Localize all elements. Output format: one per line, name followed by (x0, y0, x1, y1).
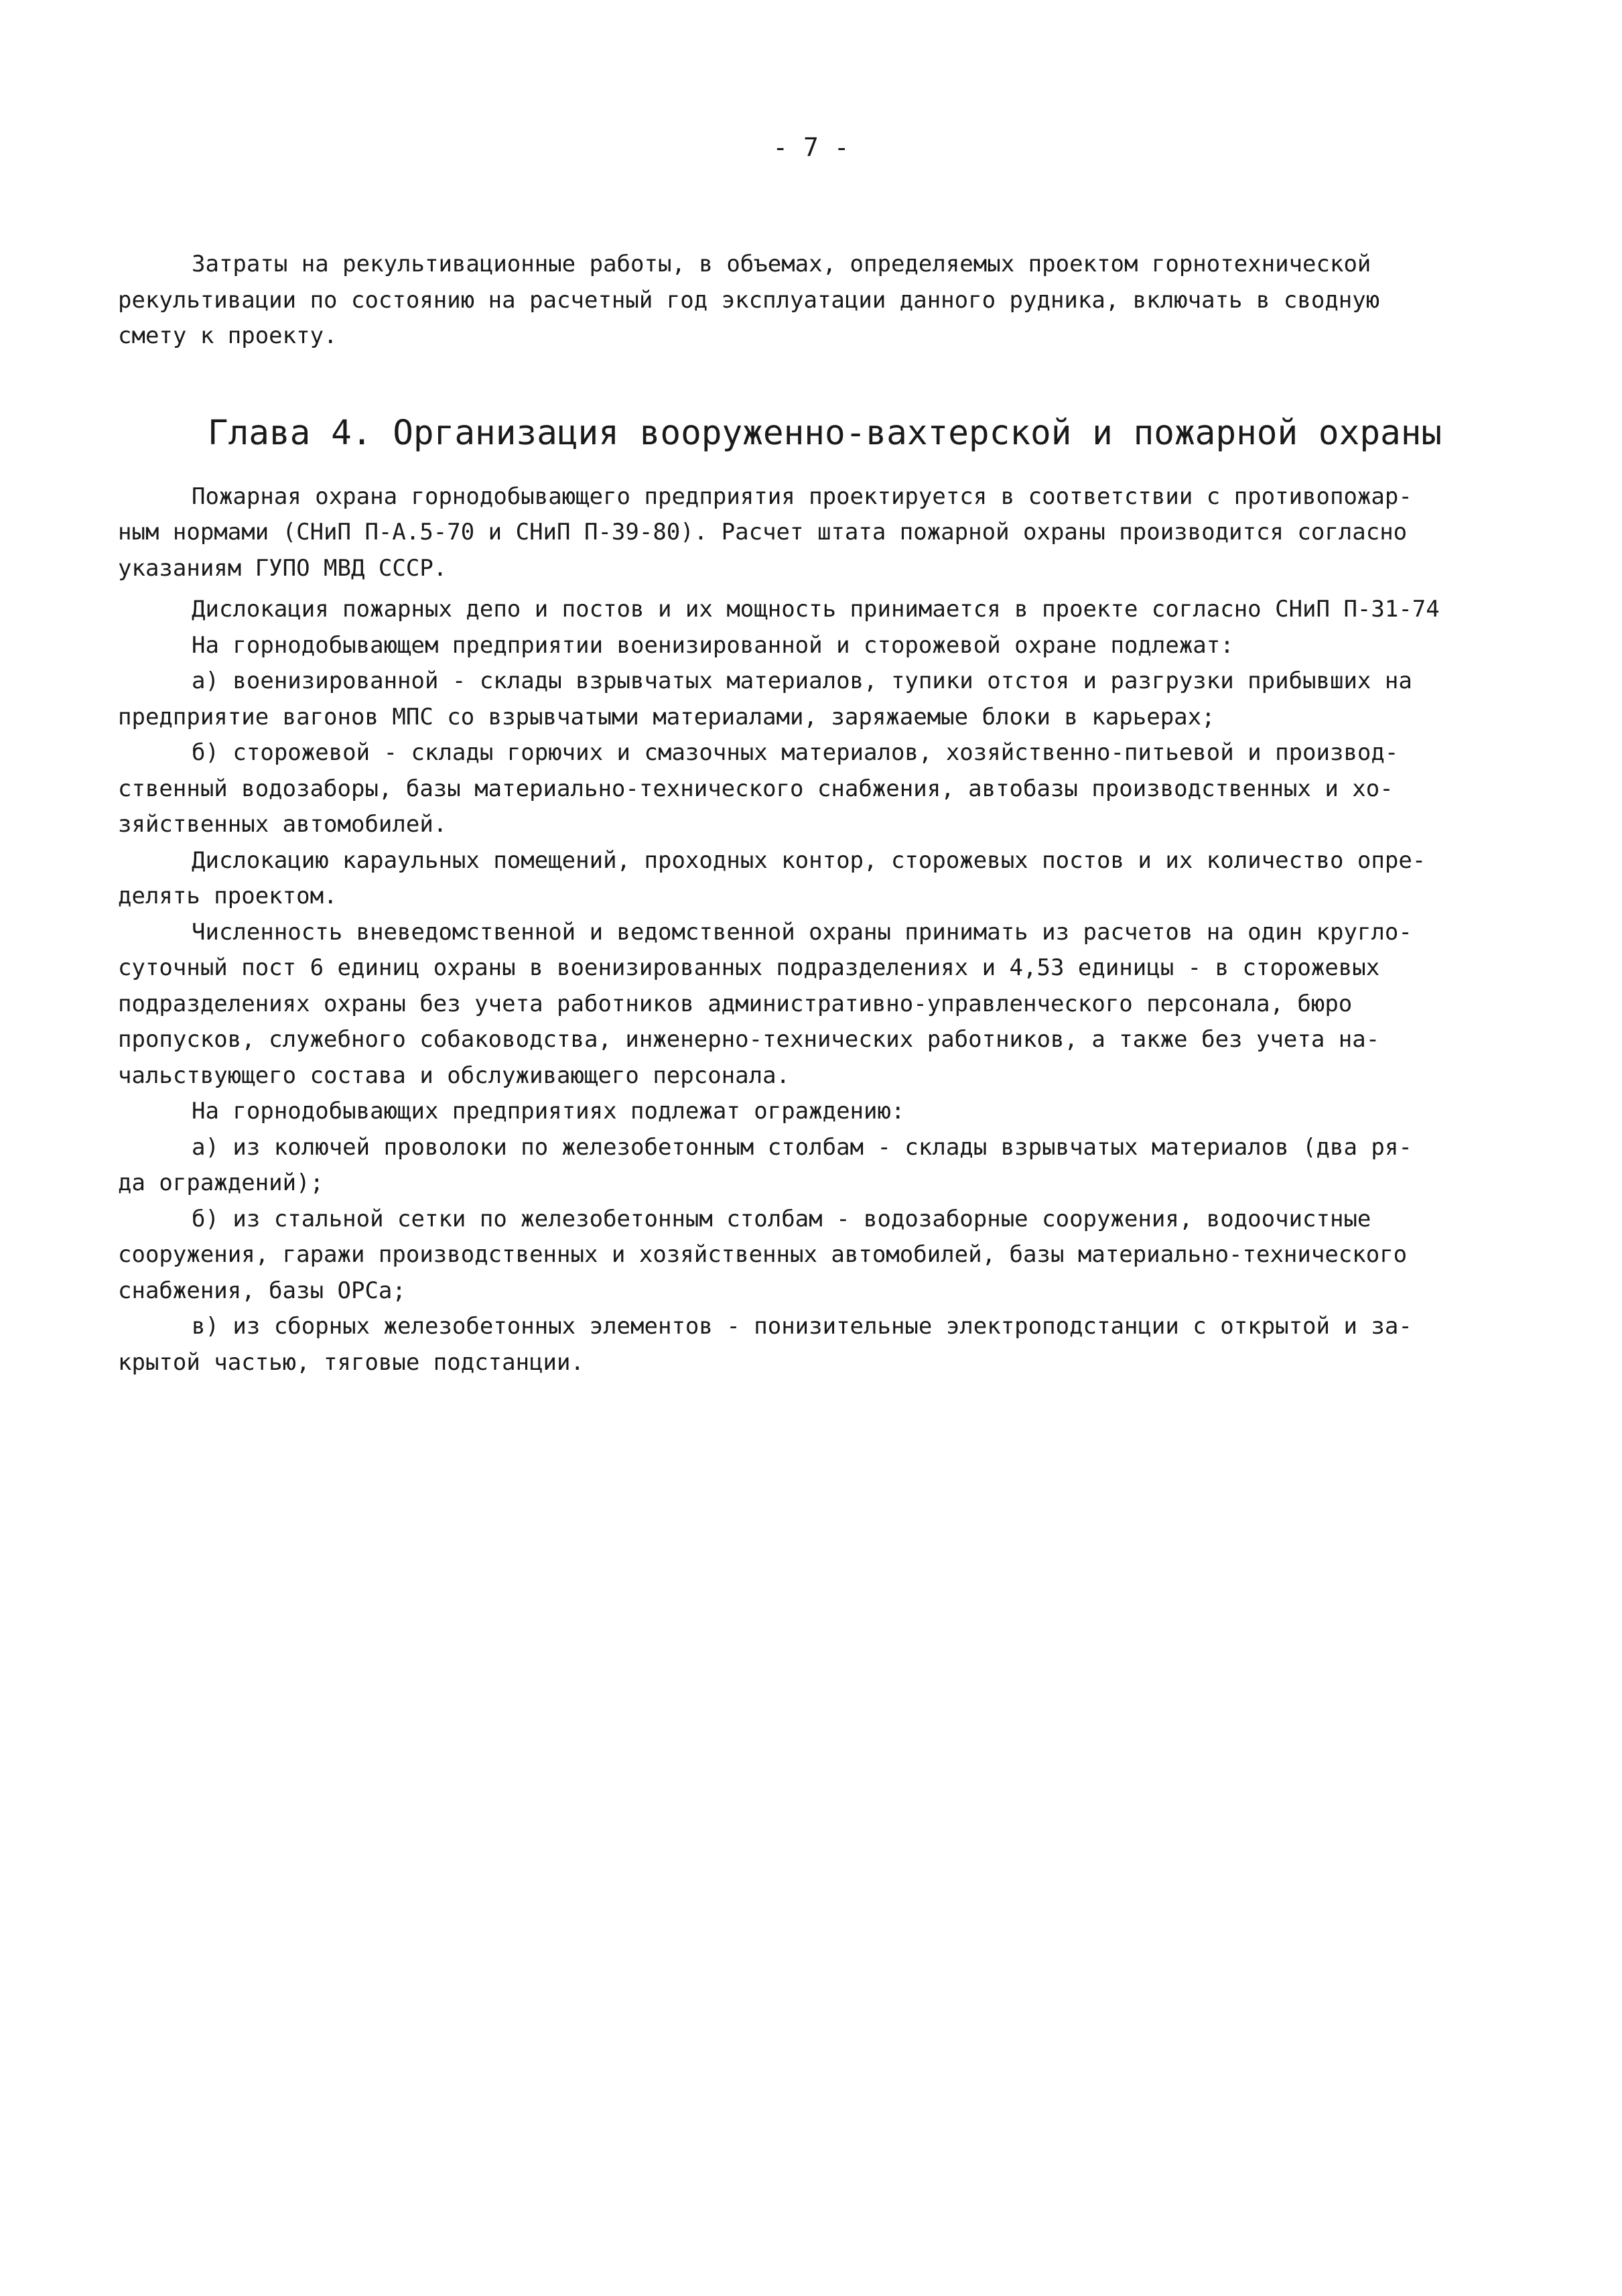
list-item (118, 735, 1532, 843)
text-line: делять проектом. (118, 883, 338, 909)
list-item (118, 1202, 1532, 1310)
paragraph (118, 915, 1532, 1094)
text-line: сооружения, гаражи производственных и хозяйственных автомобилей, базы материально-технического (118, 1241, 1408, 1268)
text-line: в) из сборных железобетонных элементов - понизительные электроподстанции с открытой и за- (192, 1313, 1412, 1340)
text-line: смету к проекту. (118, 322, 338, 349)
text-line: снабжения, базы ОРСа; (118, 1277, 406, 1304)
intro-paragraph (118, 247, 1532, 355)
page-number: - 7 - (772, 133, 850, 162)
text-line: б) сторожевой - склады горючих и смазочных материалов, хозяйственно-питьевой и производ- (192, 739, 1399, 766)
list-item (118, 1309, 1532, 1381)
text-line: а) из колючей проволоки по железобетонным столбам - склады взрывчатых материалов (два ря- (192, 1133, 1412, 1161)
text-line: указаниям ГУПО МВД СССР. (118, 554, 448, 582)
document-body (118, 247, 1532, 1381)
text-line: ственный водозаборы, базы материально-технического снабжения, автобазы производственных и хо- (118, 775, 1394, 802)
text-line: чальствующего состава и обслуживающего персонала. (118, 1062, 791, 1089)
text-line: Дислокацию караульных помещений, проходных контор, сторожевых постов и их количество опре- (192, 846, 1426, 874)
text-line: Дислокация пожарных депо и постов и их мощность принимается в проекте согласно СНиП П-31-74 (192, 596, 1440, 623)
text-line: зяйственных автомобилей. (118, 811, 448, 838)
text-line: ным нормами (СНиП П-А.5-70 и СНиП П-39-80). Расчет штата пожарной охраны производится согласно (118, 519, 1408, 546)
text-line: подразделениях охраны без учета работников административно-управленческого персонала, бюро (118, 990, 1353, 1017)
text-line: а) военизированной - склады взрывчатых материалов, тупики отстоя и разгрузки прибывших на (192, 667, 1412, 694)
text-line: да ограждений); (118, 1169, 324, 1196)
text-line: Пожарная охрана горнодобывающего предприятия проектируется в соответствии с противопожар- (192, 483, 1412, 510)
text-line: пропусков, служебного собаководства, инженерно-технических работников, а также без учета на- (118, 1026, 1380, 1053)
text-line: Затраты на рекультивационные работы, в объемах, определяемых проектом горнотехнической (192, 251, 1371, 277)
text-line: суточный пост 6 единиц охраны в военизированных подразделениях и 4,53 единицы - в сторожевых (118, 954, 1380, 981)
text-line: рекультивации по состоянию на расчетный год эксплуатации данного рудника, включать в сводную (118, 286, 1380, 314)
paragraph (118, 1094, 1532, 1130)
list-item (118, 663, 1532, 735)
paragraph (118, 592, 1532, 628)
text-line: б) из стальной сетки по железобетонным столбам - водозаборные сооружения, водоочистные (192, 1205, 1371, 1232)
text-line: Численность вневедомственной и ведомственной охраны принимать из расчетов на один кругло- (192, 918, 1412, 946)
chapter-title: Глава 4. Организация вооруженно-вахтерской и пожарной охраны (207, 413, 1442, 453)
paragraph (118, 843, 1532, 915)
paragraph (118, 628, 1532, 664)
text-line: крытой частью, тяговые подстанции. (118, 1348, 584, 1376)
list-item (118, 1130, 1532, 1202)
text-line: предприятие вагонов МПС со взрывчатыми материалами, заряжаемые блоки в карьерах; (118, 703, 1215, 730)
text-line: На горнодобывающем предприятии военизированной и сторожевой охране подлежат: (192, 631, 1234, 659)
text-line: На горнодобывающих предприятиях подлежат ограждению: (192, 1098, 905, 1125)
paragraph (118, 479, 1532, 587)
